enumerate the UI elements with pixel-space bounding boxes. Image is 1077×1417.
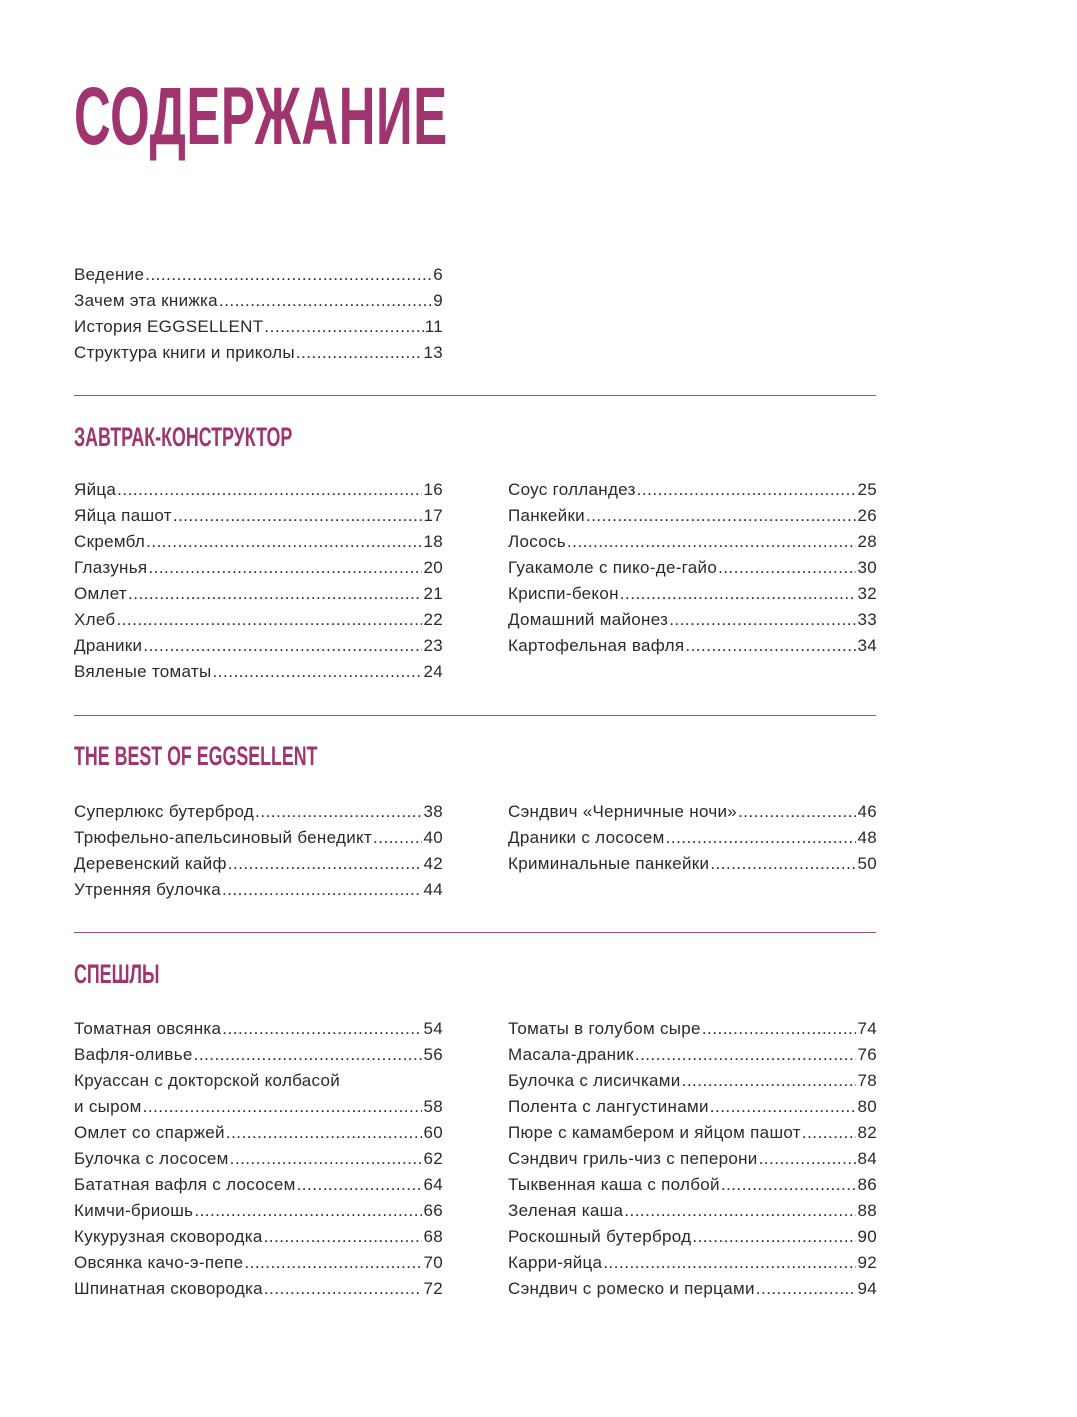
- toc-entry-title: Структура книги и приколы: [74, 343, 295, 362]
- dot-leader: [567, 532, 857, 552]
- dot-leader: [117, 480, 422, 500]
- toc-entry: [74, 610, 443, 636]
- section-left-list: [74, 1019, 443, 1305]
- toc-entry-page: 48: [857, 828, 877, 847]
- toc-entry: [74, 1071, 443, 1097]
- toc-entry-title: Драники: [74, 636, 143, 655]
- toc-entry-title: Зеленая каша: [508, 1201, 624, 1220]
- toc-entry: [74, 506, 443, 532]
- dot-leader: [255, 802, 422, 822]
- toc-entry-page: 74: [857, 1019, 877, 1038]
- toc-entry: [508, 1175, 877, 1201]
- toc-entry-title: Скрембл: [74, 532, 146, 551]
- toc-entry-title: Криспи-бекон: [508, 584, 619, 603]
- toc-entry-page: 11: [424, 317, 443, 336]
- dot-leader: [802, 1123, 857, 1143]
- toc-entry-title: Батaтная вафля с лососем: [74, 1175, 296, 1194]
- toc-entry: [74, 265, 443, 291]
- toc-entry-page: 23: [423, 636, 443, 655]
- toc-entry: [508, 1071, 877, 1097]
- toc-entry-page: 80: [857, 1097, 877, 1116]
- dot-leader: [718, 558, 856, 578]
- toc-entry: [74, 1019, 443, 1045]
- toc-entry-title: Вафля-оливье: [74, 1045, 193, 1064]
- toc-entry-title: Лосось: [508, 532, 566, 551]
- toc-entry-title: Булочка с лисичками: [508, 1071, 681, 1090]
- toc-entry: [508, 1045, 877, 1071]
- dot-leader: [173, 506, 423, 526]
- toc-entry-title: Панкейки: [508, 506, 585, 525]
- toc-entry-page: 54: [423, 1019, 443, 1038]
- toc-entry: [508, 1227, 877, 1253]
- dot-leader: [682, 1071, 857, 1091]
- toc-entry-page: 44: [423, 880, 443, 899]
- toc-entry-title: История EGGSELLENT: [74, 317, 264, 336]
- toc-entry-title: Карри-яйца: [508, 1253, 603, 1272]
- toc-entry-title: Яйца: [74, 480, 117, 499]
- toc-entry-page: 82: [857, 1123, 877, 1142]
- toc-entry: [74, 291, 443, 317]
- dot-leader: [143, 1097, 423, 1117]
- toc-entry: [74, 854, 443, 880]
- toc-entry: [508, 532, 877, 558]
- toc-entry-title: Булочка с лососем: [74, 1149, 229, 1168]
- toc-entry-page: 72: [423, 1279, 443, 1298]
- dot-leader: [669, 610, 856, 630]
- toc-entry: [74, 480, 443, 506]
- toc-entry-title: и сыром: [74, 1097, 142, 1116]
- section-right-list: [508, 480, 877, 662]
- toc-entry-page: 64: [423, 1175, 443, 1194]
- section-right-list: [508, 1019, 877, 1305]
- dot-leader: [685, 636, 856, 656]
- toc-entry-title: Овсянка качо-э-пепе: [74, 1253, 244, 1272]
- dot-leader: [710, 854, 856, 874]
- dot-leader: [244, 1253, 422, 1273]
- toc-entry: [508, 1201, 877, 1227]
- dot-leader: [148, 558, 422, 578]
- dot-leader: [228, 854, 423, 874]
- toc-entry-title: Томаты в голубом сыре: [508, 1019, 701, 1038]
- section-title: СПЕШЛЫ: [74, 959, 160, 989]
- dot-leader: [586, 506, 857, 526]
- toc-entry-title: Кукурузная сковородка: [74, 1227, 263, 1246]
- toc-entry: [508, 636, 877, 662]
- toc-entry-page: 38: [423, 802, 443, 821]
- toc-entry: [74, 343, 443, 369]
- toc-entry-page: 18: [423, 532, 443, 551]
- dot-leader: [666, 828, 857, 848]
- section-right-list: [508, 802, 877, 880]
- toc-entry-page: 17: [423, 506, 443, 525]
- toc-entry-title: Хлеб: [74, 610, 116, 629]
- dot-leader: [264, 1227, 423, 1247]
- toc-entry: [74, 1123, 443, 1149]
- section-title: ЗАВТРАК-КОНСТРУКТОР: [74, 422, 293, 452]
- toc-entry-title: Масала-драник: [508, 1045, 634, 1064]
- toc-entry: [508, 610, 877, 636]
- toc-entry-page: 16: [423, 480, 443, 499]
- toc-entry: [508, 854, 877, 880]
- toc-entry-title: Пюре с камамбером и яйцом пашот: [508, 1123, 801, 1142]
- dot-leader: [297, 1175, 423, 1195]
- toc-entry-page: 50: [857, 854, 877, 873]
- toc-entry-title: Сэндвич с ромеско и перцами: [508, 1279, 755, 1298]
- toc-entry-page: 28: [857, 532, 877, 551]
- toc-entry: [508, 506, 877, 532]
- toc-entry-page: 42: [423, 854, 443, 873]
- toc-entry-title: Кимчи-бриошь: [74, 1201, 194, 1220]
- divider: [74, 932, 876, 933]
- toc-entry-page: 26: [857, 506, 877, 525]
- toc-entry-title: Картофельная вафля: [508, 636, 685, 655]
- toc-entry-title: Ведение: [74, 265, 145, 284]
- toc-entry-page: 46: [857, 802, 877, 821]
- toc-entry: [74, 558, 443, 584]
- toc-entry: [508, 558, 877, 584]
- dot-leader: [146, 532, 422, 552]
- dot-leader: [759, 1149, 857, 1169]
- dot-leader: [620, 584, 857, 604]
- toc-entry-page: 22: [423, 610, 443, 629]
- toc-entry-title: Утренняя булочка: [74, 880, 222, 899]
- toc-entry-title: Тыквенная каша с полбой: [508, 1175, 720, 1194]
- toc-entry-title: Глазунья: [74, 558, 148, 577]
- toc-entry-page: 9: [433, 291, 443, 310]
- toc-entry: [74, 636, 443, 662]
- dot-leader: [756, 1279, 857, 1299]
- toc-entry-page: 60: [423, 1123, 443, 1142]
- dot-leader: [264, 317, 423, 337]
- toc-entry-page: 76: [857, 1045, 877, 1064]
- toc-entry: [74, 1253, 443, 1279]
- toc-entry-title: Омлет со спаржей: [74, 1123, 225, 1142]
- toc-entry: [508, 584, 877, 610]
- toc-entry-page: 33: [857, 610, 877, 629]
- toc-entry-page: 6: [433, 265, 443, 284]
- toc-entry-page: 32: [857, 584, 877, 603]
- toc-entry-title: Домашний майонез: [508, 610, 669, 629]
- section-title: THE BEST OF EGGSELLENT: [74, 741, 318, 771]
- dot-leader: [373, 828, 422, 848]
- toc-entry-page: 66: [423, 1201, 443, 1220]
- dot-leader: [702, 1019, 857, 1039]
- toc-entry-title: Сэндвич «Черничные ночи»: [508, 802, 738, 821]
- toc-entry: [74, 880, 443, 906]
- dot-leader: [116, 610, 422, 630]
- dot-leader: [637, 480, 857, 500]
- toc-entry: [74, 317, 443, 343]
- toc-entry-title: Шпинатная сковородка: [74, 1279, 263, 1298]
- toc-entry: [74, 532, 443, 558]
- toc-entry-page: 78: [857, 1071, 877, 1090]
- toc-entry: [74, 1227, 443, 1253]
- dot-leader: [226, 1123, 423, 1143]
- toc-entry-title: Криминальные панкейки: [508, 854, 710, 873]
- dot-leader: [721, 1175, 857, 1195]
- toc-entry-title: Трюфельно-апельсиновый бенедикт: [74, 828, 373, 847]
- toc-entry-page: 90: [857, 1227, 877, 1246]
- dot-leader: [230, 1149, 423, 1169]
- dot-leader: [264, 1279, 423, 1299]
- dot-leader: [143, 636, 422, 656]
- toc-entry-page: 94: [857, 1279, 877, 1298]
- dot-leader: [738, 802, 856, 822]
- toc-entry: [508, 1097, 877, 1123]
- toc-entry: [74, 1201, 443, 1227]
- dot-leader: [213, 662, 423, 682]
- toc-entry-page: 88: [857, 1201, 877, 1220]
- toc-entry-title: Сэндвич гриль-чиз с пеперони: [508, 1149, 758, 1168]
- toc-entry-title: Вяленые томаты: [74, 662, 212, 681]
- toc-entry-page: 92: [857, 1253, 877, 1272]
- dot-leader: [222, 1019, 422, 1039]
- toc-entry: [508, 1149, 877, 1175]
- toc-entry-title: Зачем эта книжка: [74, 291, 218, 310]
- toc-entry-page: 40: [423, 828, 443, 847]
- toc-entry-title: Томатная овсянка: [74, 1019, 222, 1038]
- toc-entry: [508, 828, 877, 854]
- dot-leader: [635, 1045, 857, 1065]
- toc-entry: [508, 1123, 877, 1149]
- toc-entry-page: 86: [857, 1175, 877, 1194]
- toc-entry: [74, 1045, 443, 1071]
- section-left-list: [74, 802, 443, 906]
- toc-entry: [508, 1019, 877, 1045]
- toc-entry-page: 25: [857, 480, 877, 499]
- toc-entry-title: Омлет: [74, 584, 128, 603]
- toc-entry-page: 20: [423, 558, 443, 577]
- toc-entry: [74, 1175, 443, 1201]
- dot-leader: [222, 880, 422, 900]
- toc-entry-page: 56: [423, 1045, 443, 1064]
- dot-leader: [128, 584, 422, 604]
- toc-entry: [508, 1253, 877, 1279]
- dot-leader: [296, 343, 423, 363]
- toc-entry-title: Яйца пашот: [74, 506, 172, 525]
- toc-entry-page: 30: [857, 558, 877, 577]
- toc-entry-title: Полента с лангустинами: [508, 1097, 709, 1116]
- dot-leader: [145, 265, 432, 285]
- page-title: СОДЕРЖАНИЕ: [74, 71, 448, 162]
- dot-leader: [624, 1201, 856, 1221]
- dot-leader: [692, 1227, 856, 1247]
- toc-entry-title: Гуакамоле с пико-де-гайо: [508, 558, 718, 577]
- toc-entry: [74, 1097, 443, 1123]
- toc-entry: [74, 802, 443, 828]
- toc-entry-title: Соус голландез: [508, 480, 636, 499]
- toc-entry-page: 34: [857, 636, 877, 655]
- toc-entry: [74, 828, 443, 854]
- section-left-list: [74, 480, 443, 688]
- toc-entry-page: 21: [423, 584, 443, 603]
- toc-entry: [74, 584, 443, 610]
- toc-entry-title: Круассан с докторской колбасой: [74, 1071, 341, 1090]
- toc-entry-page: 58: [423, 1097, 443, 1116]
- toc-entry-page: 84: [857, 1149, 877, 1168]
- dot-leader: [194, 1045, 423, 1065]
- toc-entry: [508, 802, 877, 828]
- toc-entry: [74, 1279, 443, 1305]
- intro-list: [74, 265, 443, 369]
- toc-entry-page: 68: [423, 1227, 443, 1246]
- divider: [74, 395, 876, 396]
- toc-entry-page: 62: [423, 1149, 443, 1168]
- toc-entry-page: 24: [423, 662, 443, 681]
- toc-entry: [508, 480, 877, 506]
- toc-entry-title: Суперлюкс бутерброд: [74, 802, 255, 821]
- toc-entry-title: Деревенский кайф: [74, 854, 227, 873]
- toc-entry: [508, 1279, 877, 1305]
- dot-leader: [219, 291, 432, 311]
- toc-entry-page: 70: [423, 1253, 443, 1272]
- dot-leader: [710, 1097, 857, 1117]
- dot-leader: [194, 1201, 422, 1221]
- toc-entry-title: Роскошный бутерброд: [508, 1227, 692, 1246]
- toc-entry: [74, 662, 443, 688]
- toc-entry-title: Драники с лососем: [508, 828, 665, 847]
- toc-entry-page: 13: [423, 343, 443, 362]
- divider: [74, 715, 876, 716]
- toc-entry: [74, 1149, 443, 1175]
- dot-leader: [603, 1253, 856, 1273]
